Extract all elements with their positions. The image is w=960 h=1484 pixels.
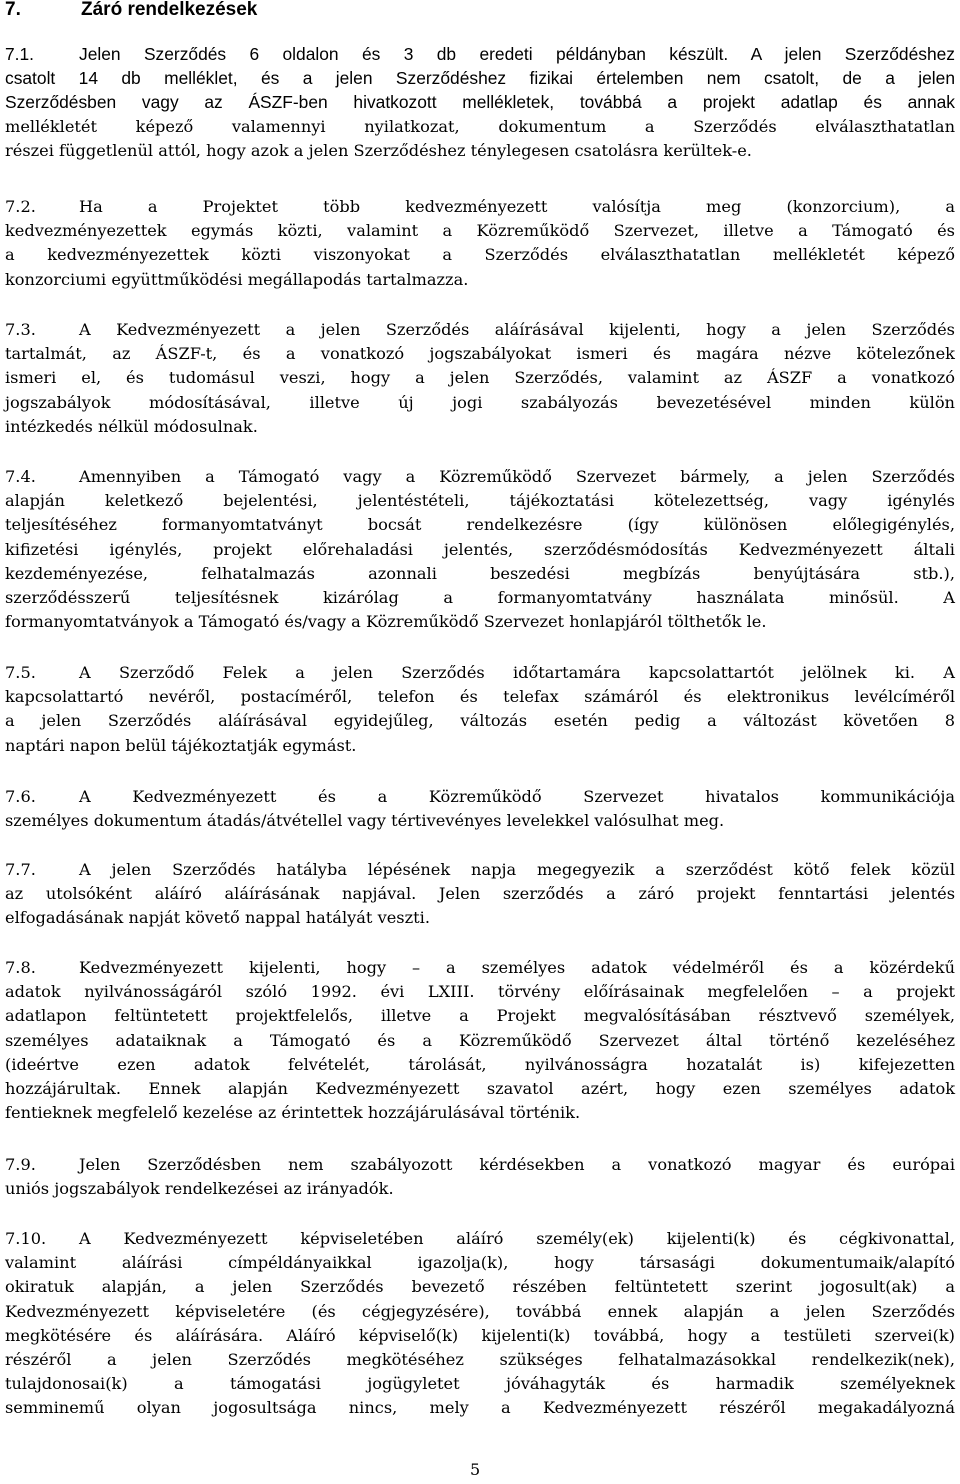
clause-number: 7.8. — [5, 958, 36, 977]
clause-number: 7.2. — [5, 197, 36, 216]
clause-line: a jelen Szerződés aláírásával egyidejűleg, változás esetén pedig a változást követően 8 — [5, 711, 955, 731]
clause-line: fentieknek megfelelő kezelése az érintettek hozzájárulásával történik. — [5, 1103, 581, 1123]
clause-line: naptári napon belül tájékoztatják egymást. — [5, 735, 357, 755]
clause-line: Szerződésben vagy az ÁSZF-ben hivatkozott mellékletek, továbbá a projekt adatlap és annak — [5, 92, 955, 113]
clause-line: az utolsóként aláíró aláírásának napjával. Jelen szerződés a záró projekt fenntartási jelentés — [5, 884, 955, 904]
clause-line: hozzájárultak. Ennek alapján Kedvezményezett szavatol azért, hogy ezen személyes adatok — [5, 1079, 955, 1099]
heading-number: 7. — [5, 0, 21, 20]
clause-number: 7.5. — [5, 663, 36, 682]
section-heading — [5, 0, 257, 23]
clause-line: megkötésére és aláírására. Aláíró képviselő(k) kijelenti(k) továbbá, hogy a testületi szervei(k) — [5, 1325, 955, 1345]
clause-line: adatok nyilvánosságáról szóló 1992. évi LXIII. törvény előírásainak megfelelően – a projekt — [5, 982, 955, 1002]
clause-line: uniós jogszabályok rendelkezései az irányadók. — [5, 1179, 394, 1199]
clause-number: 7.9. — [5, 1155, 36, 1174]
clause-line: részei függetlenül attól, hogy azok a jelen Szerződéshez ténylegesen csatolásra kerültek-e. — [5, 140, 752, 160]
clause-line: ismeri el, és tudomásul veszi, hogy a jelen Szerződés, valamint az ÁSZF a vonatkozó — [5, 368, 955, 388]
clause-7-6 — [5, 785, 955, 833]
clause-line: szerződésszerű teljesítésnek kizárólag a formanyomtatvány használata minősül. A — [5, 588, 955, 608]
clause-line: (ideértve ezen adatok felvételét, tárolását, nyilvánosságra hozatalát is) kifejezetten — [5, 1054, 955, 1074]
clause-line: adatlapon feltüntetett projektfelelős, illetve a Projekt megvalósításában résztvevő személyek, — [5, 1006, 955, 1026]
clause-7-4 — [5, 465, 955, 634]
clause-7-1 — [5, 42, 955, 163]
clause-line: személyes dokumentum átadás/átvétellel vagy tértivevényes levelekkel valósulhat meg. — [5, 811, 725, 831]
clause-line: Jelen Szerződés 6 oldalon és 3 db eredeti példányban készült. A jelen Szerződéshez — [79, 44, 955, 64]
clause-7-2 — [5, 195, 955, 292]
clause-line: Kedvezményezett kijelenti, hogy – a személyes adatok védelméről és a közérdekű — [79, 958, 955, 977]
clause-line: A jelen Szerződés hatályba lépésének napja megegyezik a szerződést kötő felek közül — [79, 860, 955, 879]
clause-7-10 — [5, 1227, 955, 1421]
clause-line: A Szerződő Felek a jelen Szerződés időtartamára kapcsolattartót jelölnek ki. A — [79, 663, 955, 682]
clause-line: intézkedés nélkül módosulnak. — [5, 416, 258, 436]
clause-line: alapján keletkező bejelentési, jelentéstételi, tájékoztatási kötelezettség, vagy igénylés — [5, 491, 955, 511]
clause-line: tulajdonosai(k) a támogatási jogügyletet jóváhagyták és harmadik személyeknek — [5, 1374, 955, 1394]
clause-7-8 — [5, 956, 955, 1125]
clause-line: A Kedvezményezett képviseletében aláíró személy(ek) kijelenti(k) és cégkivonattal, — [79, 1229, 955, 1248]
clause-line: formanyomtatványok a Támogató és/vagy a Közreműködő Szervezet honlapjáról tölthetők le. — [5, 612, 767, 632]
clause-number: 7.7. — [5, 860, 36, 879]
clause-line: A Kedvezményezett és a Közreműködő Szervezet hivatalos kommunikációja — [79, 787, 955, 806]
clause-line: konzorciumi együttműködési megállapodás tartalmazza. — [5, 269, 469, 289]
clause-line: Amennyiben a Támogató vagy a Közreműködő Szervezet bármely, a jelen Szerződés — [79, 467, 955, 486]
clause-line: okiratuk alapján, a jelen Szerződés bevezető részében feltüntetett szerint jogosult(ak) a — [5, 1277, 955, 1297]
clause-number: 7.4. — [5, 467, 36, 486]
heading-title: Záró rendelkezések — [81, 0, 258, 20]
clause-line: valamint aláírási címpéldányaikkal igazolja(k), hogy társasági dokumentumaik/alapító — [5, 1253, 955, 1273]
clause-line: jogszabályok módosításával, illetve új jogi szabályozás bevezetésével minden külön — [5, 392, 955, 412]
clause-line: személyes adataiknak a Támogató és a Közreműködő Szervezet által történő kezeléséhez — [5, 1030, 955, 1050]
clause-number: 7.10. — [5, 1229, 47, 1248]
clause-line: a kedvezményezettek közti viszonyokat a Szerződés elválaszthatatlan mellékletét képező — [5, 245, 955, 265]
clause-line: semminemű olyan jogosultsága nincs, mely a Kedvezményezett részéről megakadályozná — [5, 1398, 955, 1418]
clause-line: Kedvezményezett képviseletére (és cégjegyzésére), továbbá ennek alapján a jelen Szerződés — [5, 1301, 955, 1321]
clause-line: Jelen Szerződésben nem szabályozott kérdésekben a vonatkozó magyar és európai — [79, 1155, 955, 1174]
clause-line: teljesítéséhez formanyomtatványt bocsát rendelkezésre (így különösen előlegigénylés, — [5, 515, 955, 535]
clause-line: kedvezményezettek egymás közti, valamint a Közreműködő Szervezet, illetve a Támogató és — [5, 221, 955, 241]
clause-7-5 — [5, 661, 955, 758]
clause-7-7 — [5, 858, 955, 931]
clause-line: csatolt 14 db melléklet, és a jelen Szerződéshez fizikai értelemben nem csatolt, de a jelen — [5, 68, 955, 89]
clause-7-3 — [5, 318, 955, 439]
clause-number: 7.6. — [5, 787, 36, 806]
clause-line: elfogadásának napját követő nappal hatályát veszti. — [5, 908, 430, 928]
clause-line: mellékletét képező valamennyi nyilatkozat, dokumentum a Szerződés elválaszthatatlan — [5, 116, 955, 136]
clause-line: A Kedvezményezett a jelen Szerződés aláírásával kijelenti, hogy a jelen Szerződés — [79, 320, 955, 339]
clause-number: 7.3. — [5, 320, 36, 339]
clause-7-9 — [5, 1153, 955, 1201]
clause-number: 7.1. — [5, 44, 35, 64]
clause-line: kezdeményezése, felhatalmazás azonnali beszedési megbízás benyújtására stb.), — [5, 563, 955, 583]
clause-line: kifizetési igénylés, projekt előrehaladási jelentés, szerződésmódosítás Kedvezményezett általi — [5, 539, 955, 559]
clause-line: Ha a Projektet több kedvezményezett valósítja meg (konzorcium), a — [79, 197, 955, 216]
page-number: 5 — [470, 1460, 481, 1479]
clause-line: kapcsolattartó nevéről, postacíméről, telefon és telefax számáról és elektronikus levélcíméről — [5, 687, 955, 707]
clause-line: tartalmát, az ÁSZF-t, és a vonatkozó jogszabályokat ismeri és magára nézve kötelezőnek — [5, 344, 955, 364]
clause-line: részéről a jelen Szerződés megkötéséhez szükséges felhatalmazásokkal rendelkezik(nek), — [5, 1350, 955, 1370]
